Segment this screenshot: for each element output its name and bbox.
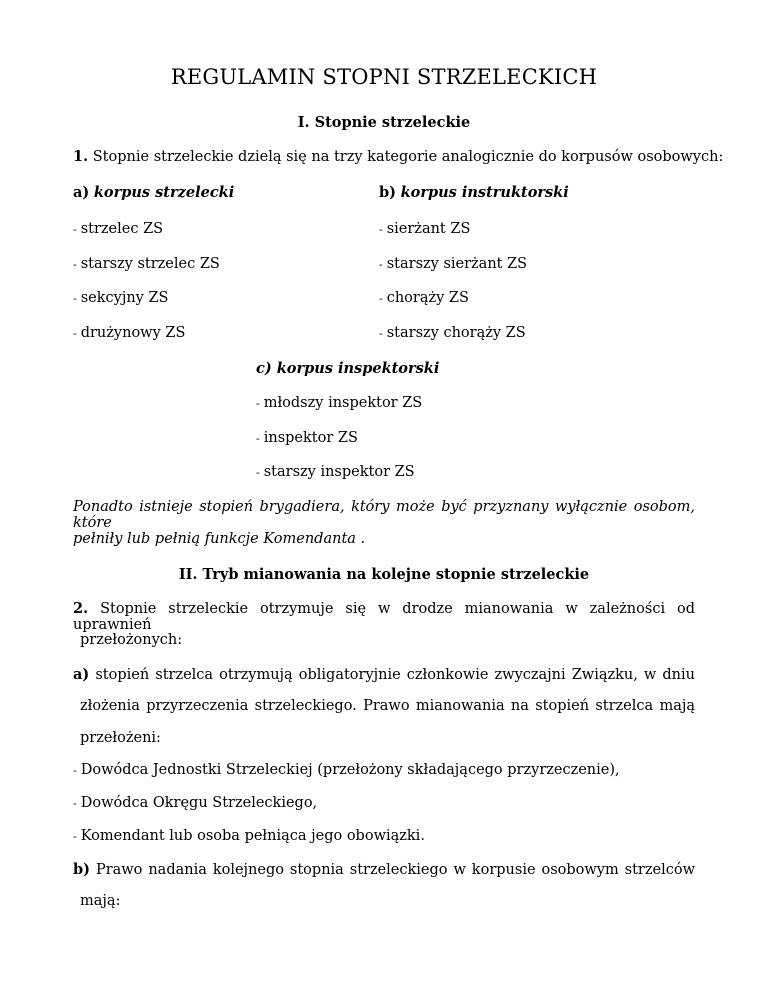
point-a-letter: a): [73, 666, 90, 683]
point-a-line: przełożeni:: [80, 730, 161, 746]
point-b-line: mają:: [80, 893, 121, 909]
point-a-text: stopień strzelca otrzymują obligatoryjnie członkowie zwyczajni Związku, w dniu: [95, 667, 695, 683]
point-b-paragraph: [73, 861, 695, 878]
corps-a-rank: - drużynowy ZS: [73, 325, 186, 341]
superior-text: Dowódca Jednostki Strzeleckiej (przełożony składającego przyrzeczenie),: [80, 762, 620, 778]
rank-text: drużynowy ZS: [80, 325, 186, 341]
corps-b-rank: - sierżant ZS: [379, 221, 471, 237]
corps-b-rank: - starszy sierżant ZS: [379, 256, 528, 272]
section-1-heading: I. Stopnie strzeleckie: [297, 114, 471, 131]
item-1-number: 1.: [73, 148, 89, 165]
corps-a-name: korpus strzelecki: [93, 184, 235, 201]
rank-text: strzelec ZS: [80, 221, 164, 237]
point-b-letter: b): [73, 861, 90, 878]
rank-text: starszy inspektor ZS: [263, 464, 415, 480]
corps-a-rank: - starszy strzelec ZS: [73, 256, 220, 272]
corps-b-name: korpus instruktorski: [400, 184, 569, 201]
corps-c-rank: - inspektor ZS: [256, 430, 358, 446]
corps-b-rank: - chorąży ZS: [379, 290, 469, 306]
section-2-heading: II. Tryb mianowania na kolejne stopnie strzeleckie: [178, 566, 590, 583]
corps-a-rank: - strzelec ZS: [73, 221, 164, 237]
item-2-number: 2.: [73, 600, 89, 617]
item-1-paragraph: [73, 148, 723, 165]
rank-text: sierżant ZS: [386, 221, 471, 237]
brigadier-note-line: pełniły lub pełnią funkcje Komendanta .: [73, 531, 366, 547]
rank-text: młodszy inspektor ZS: [263, 395, 423, 411]
superior-item: - Dowódca Okręgu Strzeleckiego,: [73, 795, 318, 811]
corps-b-rank: - starszy chorąży ZS: [379, 325, 526, 341]
document-title: REGULAMIN STOPNI STRZELECKICH: [170, 65, 598, 89]
superior-text: Komendant lub osoba pełniąca jego obowiązki.: [80, 828, 425, 844]
point-a-line: złożenia przyrzeczenia strzeleckiego. Prawo mianowania na stopień strzelca mają: [80, 698, 695, 714]
superior-text: Dowódca Okręgu Strzeleckiego,: [80, 795, 318, 811]
item-1-text: Stopnie strzeleckie dzielą się na trzy kategorie analogicznie do korpusów osobowych:: [92, 149, 724, 165]
corps-c-rank: - starszy inspektor ZS: [256, 464, 415, 480]
point-a-paragraph: [73, 666, 695, 683]
corps-b-heading: [379, 184, 569, 201]
item-2-text: Stopnie strzeleckie otrzymuje się w drodze mianowania w zależności od uprawnień: [73, 601, 696, 633]
brigadier-note-line: Ponadto istnieje stopień brygadiera, który może być przyznany wyłącznie osobom, które: [73, 499, 695, 531]
rank-text: starszy strzelec ZS: [80, 256, 220, 272]
corps-a-rank: - sekcyjny ZS: [73, 290, 169, 306]
rank-text: starszy chorąży ZS: [386, 325, 526, 341]
corps-a-heading: [73, 184, 234, 201]
corps-c-heading: c) korpus inspektorski: [256, 360, 440, 377]
corps-a-letter: a): [73, 184, 90, 201]
rank-text: starszy sierżant ZS: [386, 256, 528, 272]
corps-b-letter: b): [379, 184, 396, 201]
superior-item: - Komendant lub osoba pełniąca jego obowiązki.: [73, 828, 425, 844]
corps-c-rank: - młodszy inspektor ZS: [256, 395, 423, 411]
item-2-line: przełożonych:: [80, 632, 183, 648]
rank-text: chorąży ZS: [386, 290, 469, 306]
item-2-paragraph: [73, 600, 695, 633]
superior-item: - Dowódca Jednostki Strzeleckiej (przełożony składającego przyrzeczenie),: [73, 762, 620, 778]
point-b-text: Prawo nadania kolejnego stopnia strzeleckiego w korpusie osobowym strzelców: [95, 862, 695, 878]
rank-text: sekcyjny ZS: [80, 290, 169, 306]
rank-text: inspektor ZS: [263, 430, 358, 446]
